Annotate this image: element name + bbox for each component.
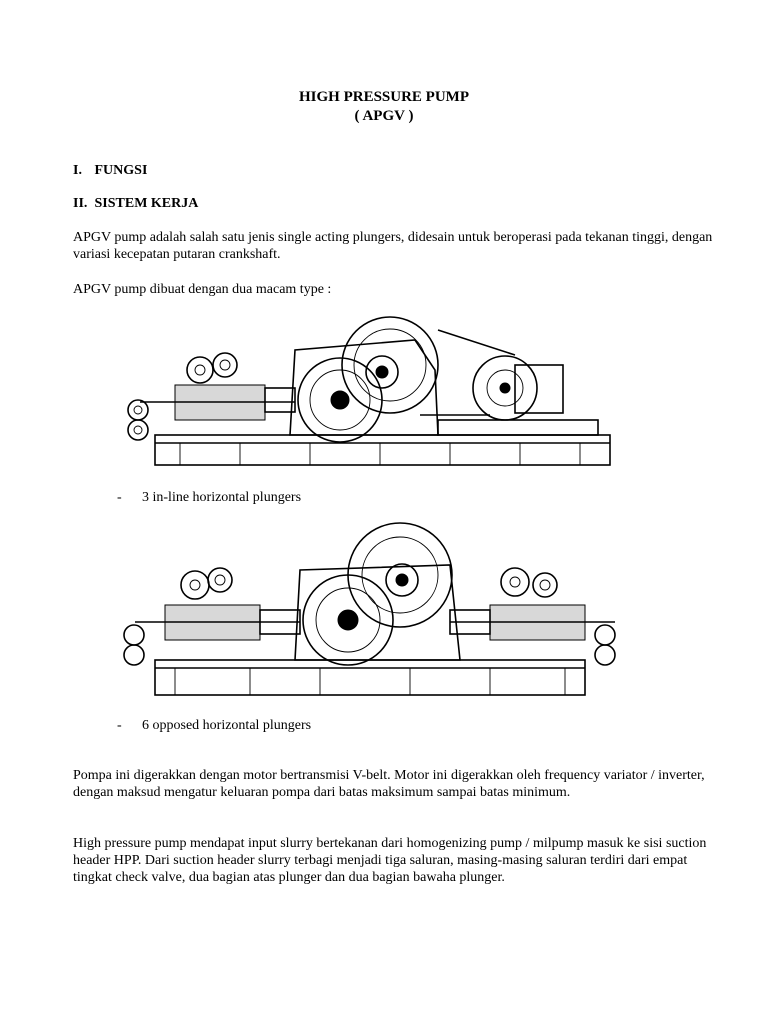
type-item-6-opposed bbox=[117, 717, 311, 734]
list-dash: - bbox=[117, 718, 122, 733]
type-item-3-inline bbox=[117, 489, 301, 506]
section-heading-sistem-kerja bbox=[73, 195, 198, 212]
list-dash: - bbox=[117, 490, 122, 505]
document-subtitle: ( APGV ) bbox=[354, 108, 414, 124]
section-number: I. bbox=[73, 163, 82, 178]
section-heading-fungsi bbox=[73, 162, 147, 179]
section-number: II. bbox=[73, 196, 88, 211]
pump-drawing-6-opposed bbox=[120, 520, 620, 705]
type-label: 3 in-line horizontal plungers bbox=[142, 490, 302, 505]
paragraph-description: APGV pump adalah salah satu jenis single acting plungers, didesain untuk beroperasi pada tekanan tinggi, dengan variasi kecepatan putaran crankshaft. bbox=[73, 230, 713, 262]
paragraph-drive: Pompa ini digerakkan dengan motor bertransmisi V-belt. Motor ini digerakkan oleh frequency variator / inverter, dengan maksud mengatur keluaran pompa dari batas maksimum sampai batas minimum. bbox=[73, 768, 705, 800]
document-title: HIGH PRESSURE PUMP bbox=[298, 89, 469, 105]
paragraph-types-intro: APGV pump dibuat dengan dua macam type : bbox=[73, 282, 332, 297]
pump-drawing-3-inline bbox=[120, 310, 620, 475]
section-title: SISTEM KERJA bbox=[94, 196, 199, 211]
type-label: 6 opposed horizontal plungers bbox=[142, 718, 312, 733]
section-title: FUNGSI bbox=[94, 163, 148, 178]
paragraph-operation: High pressure pump mendapat input slurry bertekanan dari homogenizing pump / milpump masuk ke sisi suction header HPP. Dari suction header slurry terbagi menjadi tiga saluran, masing-masing saluran terdiri dari empat tingkat check valve, dua bagian atas plunger dan dua bagian bawaha plunger. bbox=[73, 836, 707, 885]
